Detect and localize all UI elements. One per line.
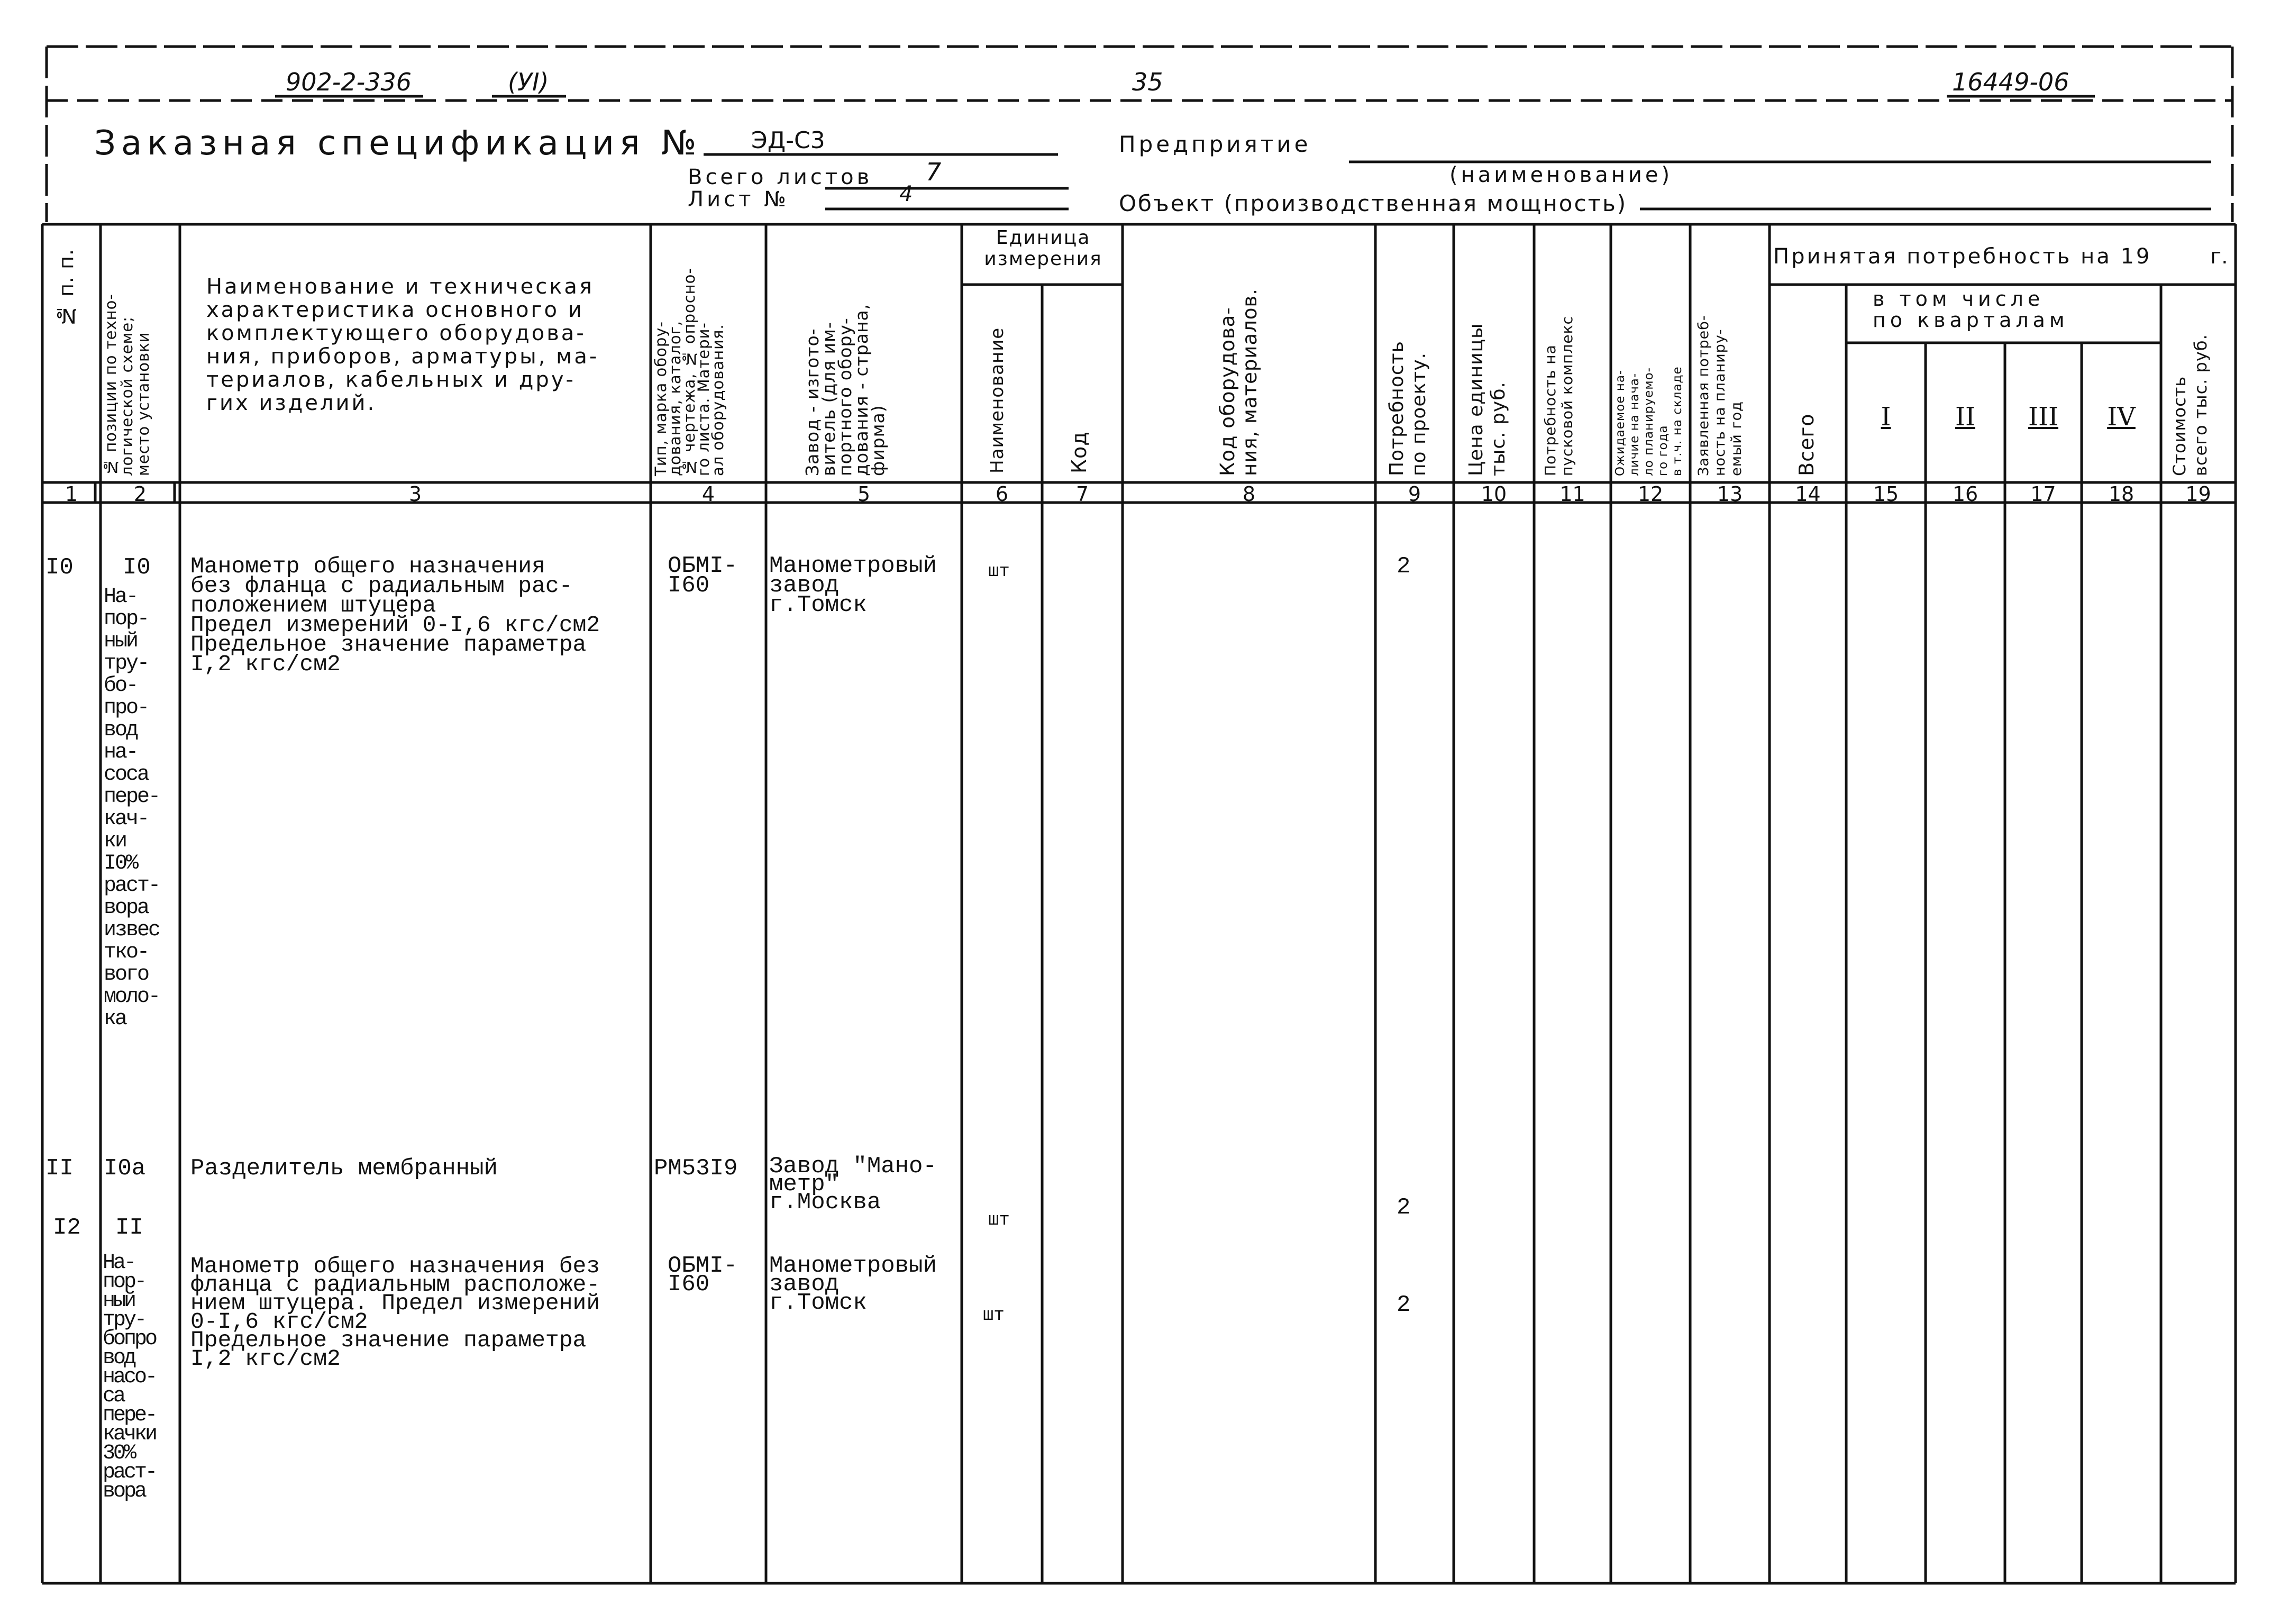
total-sheets-value: 7: [926, 158, 942, 186]
page-number: 35: [1132, 68, 1163, 96]
enterprise-hint: (наименование): [1449, 163, 1673, 187]
issue-number: (УI): [508, 68, 549, 96]
col-8-header: Код оборудова- ния, материалов.: [1216, 288, 1261, 476]
object-label: Объект (производственная мощность): [1119, 190, 1628, 216]
col-17-header: III: [2028, 402, 2058, 432]
row2-pp: II: [45, 1155, 74, 1182]
col-6-header: Наименование: [987, 327, 1008, 473]
col-14-header: Всего: [1795, 413, 1818, 476]
colnum-13: 13: [1717, 482, 1743, 506]
row1-pp: I0: [45, 554, 74, 581]
colnum-6: 6: [995, 482, 1009, 506]
row1-pos: I0: [123, 554, 151, 581]
colnum-18: 18: [2108, 482, 2135, 506]
row1-place: На- пор- ный тру- бо- про- вод на- соса пере- кач- ки I0% раст- вора извес тко- вого моло- ка: [104, 585, 160, 1031]
col-18-header: IV: [2107, 402, 2136, 432]
quarters-group-header: в том числе по кварталам: [1873, 287, 2069, 332]
row3-maker: Манометровый завод г.Томск: [769, 1253, 937, 1316]
colnum-8: 8: [1242, 482, 1256, 506]
row1-qty: 2: [1397, 553, 1411, 580]
colnum-17: 17: [2030, 482, 2056, 506]
colnum-12: 12: [1637, 482, 1664, 506]
colnum-7: 7: [1075, 482, 1089, 506]
row2-pos: I0а: [104, 1155, 146, 1182]
col-4-header: Тип, марка обору- дования, каталог, № чертежа, № опросно- го листа. Матери- ал оборудования.: [652, 268, 727, 476]
row1-type: ОБМI- I60: [668, 553, 738, 599]
col-19-header: Стоимость всего тыс. руб.: [2169, 334, 2211, 476]
col-2-header: № позиции по техно- логической схеме; место установки: [102, 294, 152, 476]
row2-unit: шт: [988, 1210, 1010, 1230]
archive-number: 16449-06: [1952, 68, 2069, 96]
colnum-16: 16: [1952, 482, 1978, 506]
col-10-header: Цена единицы тыс. руб.: [1465, 323, 1509, 476]
total-sheets-label: Всего листов: [688, 165, 873, 189]
row3-place: На- пор- ный тру- бопро вод насо- са пере- качки 30% раст- вора: [103, 1251, 156, 1503]
colnum-2: 2: [133, 482, 147, 506]
row2-name: Разделитель мембранный: [190, 1155, 498, 1182]
row2-qty: 2: [1397, 1194, 1411, 1221]
accepted-year-suffix: г.: [2210, 244, 2228, 269]
colnum-10: 10: [1481, 482, 1507, 506]
colnum-11: 11: [1559, 482, 1585, 506]
row1-unit: шт: [988, 562, 1010, 582]
colnum-9: 9: [1408, 482, 1421, 506]
specification-number: ЭД-С3: [751, 127, 825, 154]
row3-name: Манометр общего назначения без фланца с радиальным расположе- нием штуцера. Предел измерений 0-I,6 кгс/см2 Предельное значение параметра I,2 кгс/см2: [190, 1253, 600, 1372]
row1-name: Манометр общего назначения без фланца с радиальным рас- положением штуцера Предел измерений 0-I,6 кгс/см2 Предельное значение параметра I,2 кгс/см2: [190, 553, 600, 677]
col-15-header: I: [1881, 402, 1891, 432]
row3-unit: шт: [983, 1306, 1005, 1326]
col-1-header: № п. п.: [54, 249, 78, 328]
row3-pos: II: [115, 1215, 143, 1241]
col-5-header: Завод - изгото- витель (для им- портного обору- дования - страна, фирма): [802, 303, 888, 476]
colnum-19: 19: [2185, 482, 2211, 506]
col-13-header: Заявленная потреб- ность на планиру- емый год: [1695, 315, 1745, 476]
row3-pp: I2: [53, 1215, 81, 1241]
colnum-3: 3: [408, 482, 422, 506]
col-3-header: Наименование и техническая характеристика основного и комплектующего оборудова- ния, приборов, арматуры, ма- териалов, кабельных и дру- гих изделий.: [206, 275, 599, 415]
colnum-5: 5: [857, 482, 871, 506]
sheet-label: Лист №: [688, 187, 789, 212]
unit-group-header: Единица измерения: [984, 227, 1102, 270]
row1-maker: Манометровый завод г.Томск: [769, 553, 937, 618]
row3-type: ОБМI- I60: [668, 1253, 738, 1298]
colnum-1: 1: [65, 482, 78, 506]
document-code: 902-2-336: [286, 68, 412, 96]
enterprise-label: Предприятие: [1119, 131, 1311, 157]
col-16-header: II: [1955, 402, 1975, 432]
col-9-header: Потребность по проекту.: [1386, 341, 1430, 476]
page-title: Заказная спецификация №: [94, 124, 702, 163]
row3-qty: 2: [1397, 1292, 1411, 1318]
row2-maker: Завод "Мано- метр" г.Москва: [769, 1153, 937, 1216]
accepted-demand-header: Принятая потребность на 19: [1773, 244, 2152, 269]
colnum-4: 4: [701, 482, 715, 506]
col-12-header: Ожидаемое на- личие на нача- ло планируемо- го года в т.ч. на складе: [1613, 366, 1684, 476]
col-11-header: Потребность на пусковой комплекс: [1542, 316, 1576, 476]
colnum-14: 14: [1795, 482, 1821, 506]
col-7-header: Код: [1068, 431, 1091, 473]
sheet-value: 4: [899, 182, 913, 206]
colnum-15: 15: [1873, 482, 1899, 506]
row2-type: РМ53I9: [654, 1155, 738, 1182]
